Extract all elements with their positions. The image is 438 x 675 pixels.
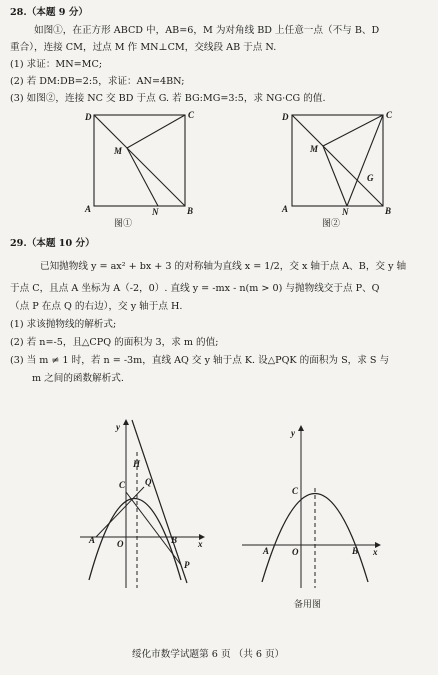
q28-header: 28.（本题 9 分） <box>10 7 89 18</box>
q29-part-1: (1) 求该抛物线的解析式; <box>10 319 117 330</box>
q28-figure-2 <box>278 104 408 226</box>
fig1-label-a: A <box>85 204 92 214</box>
page-footer: 绥化市数学试题第 6 页 （共 6 页） <box>132 649 285 660</box>
fig2-label-b: B <box>385 206 392 216</box>
q29-header: 29.（本题 10 分） <box>10 238 95 249</box>
segment-cm <box>127 115 185 148</box>
q28-intro-line-2: 重合），连接 CM，过点 M 作 MN⊥CM，交线段 AB 于点 N. <box>10 42 277 53</box>
graph1-label-a: A <box>89 535 96 545</box>
graph1-label-q: Q <box>145 477 152 487</box>
fig2-label-g: G <box>367 173 374 183</box>
graph1-label-b: B <box>171 535 178 545</box>
graph2-label-o: O <box>292 547 299 557</box>
q29-graph-main <box>76 412 216 592</box>
q29-line-3: （点 P 在点 Q 的右边），交 y 轴于点 H. <box>10 301 183 312</box>
fig1-label-b: B <box>187 206 194 216</box>
q28-intro-line-1: 如图①，在正方形 ABCD 中，AB=6，M 为对角线 BD 上任意一点（不与 B、D <box>34 25 380 36</box>
diagonal-bd <box>292 115 383 206</box>
q28-figure-1-caption: 图① <box>114 219 133 229</box>
q29-part-2: (2) 若 n=-5，且△CPQ 的面积为 3，求 m 的值; <box>10 337 219 348</box>
graph1-label-p: P <box>184 560 190 570</box>
q29-part-3b: m 之间的函数解析式. <box>32 373 124 384</box>
graph2-label-y: y <box>291 428 295 438</box>
segment-nc <box>347 115 383 206</box>
fig1-label-m: M <box>114 146 123 156</box>
diagonal-bd <box>94 115 185 206</box>
segment-mn <box>323 146 347 206</box>
q28-figure-2-caption: 图② <box>322 219 341 229</box>
fig1-label-n: N <box>152 207 159 217</box>
segment-cp <box>126 492 181 565</box>
fig1-label-c: C <box>188 110 195 120</box>
q28-part-2: (2) 若 DM:DB=2:5，求证：AN=4BN; <box>10 76 185 87</box>
fig2-label-n: N <box>342 207 349 217</box>
q29-line-2: 于点 C，且点 A 坐标为 A（-2，0）. 直线 y = -mx - n(m > 0) 与抛物线交于点 P、Q <box>10 283 380 294</box>
fig2-label-a: A <box>282 204 289 214</box>
q29-part-3a: (3) 当 m ≠ 1 时，若 n = -3m，直线 AQ 交 y 轴于点 K. 设△PQK 的面积为 S，求 S 与 <box>10 355 390 366</box>
graph1-label-o: O <box>117 539 124 549</box>
parabola <box>89 499 181 581</box>
fig2-label-d: D <box>282 112 289 122</box>
line-pq <box>132 420 187 583</box>
graph1-label-c: C <box>119 480 126 490</box>
q28-part-1: (1) 求证：MN=MC; <box>10 59 103 70</box>
graph1-label-y: y <box>116 422 120 432</box>
graph2-label-x: x <box>373 547 378 557</box>
graph2-label-b: B <box>352 546 359 556</box>
q29-graph-spare <box>236 412 386 592</box>
segment-mn <box>127 148 158 206</box>
q28-part-3: (3) 如图②，连接 NC 交 BD 于点 G. 若 BG:MG=3:5，求 NG·CG 的值. <box>10 93 326 104</box>
q28-figure-1 <box>72 104 202 226</box>
fig1-label-d: D <box>85 112 92 122</box>
graph2-label-c: C <box>292 486 299 496</box>
graph2-label-a: A <box>263 546 270 556</box>
fig2-label-m: M <box>310 144 319 154</box>
q29-line-1: 已知抛物线 y = ax² + bx + 3 的对称轴为直线 x = 1/2，交 x 轴于点 A、B，交 y 轴 <box>40 261 407 272</box>
segment-cm <box>323 115 383 146</box>
graph1-label-h: H <box>133 459 141 469</box>
fig2-label-c: C <box>386 110 393 120</box>
graph1-label-x: x <box>198 539 203 549</box>
q29-spare-caption: 备用图 <box>294 600 322 610</box>
